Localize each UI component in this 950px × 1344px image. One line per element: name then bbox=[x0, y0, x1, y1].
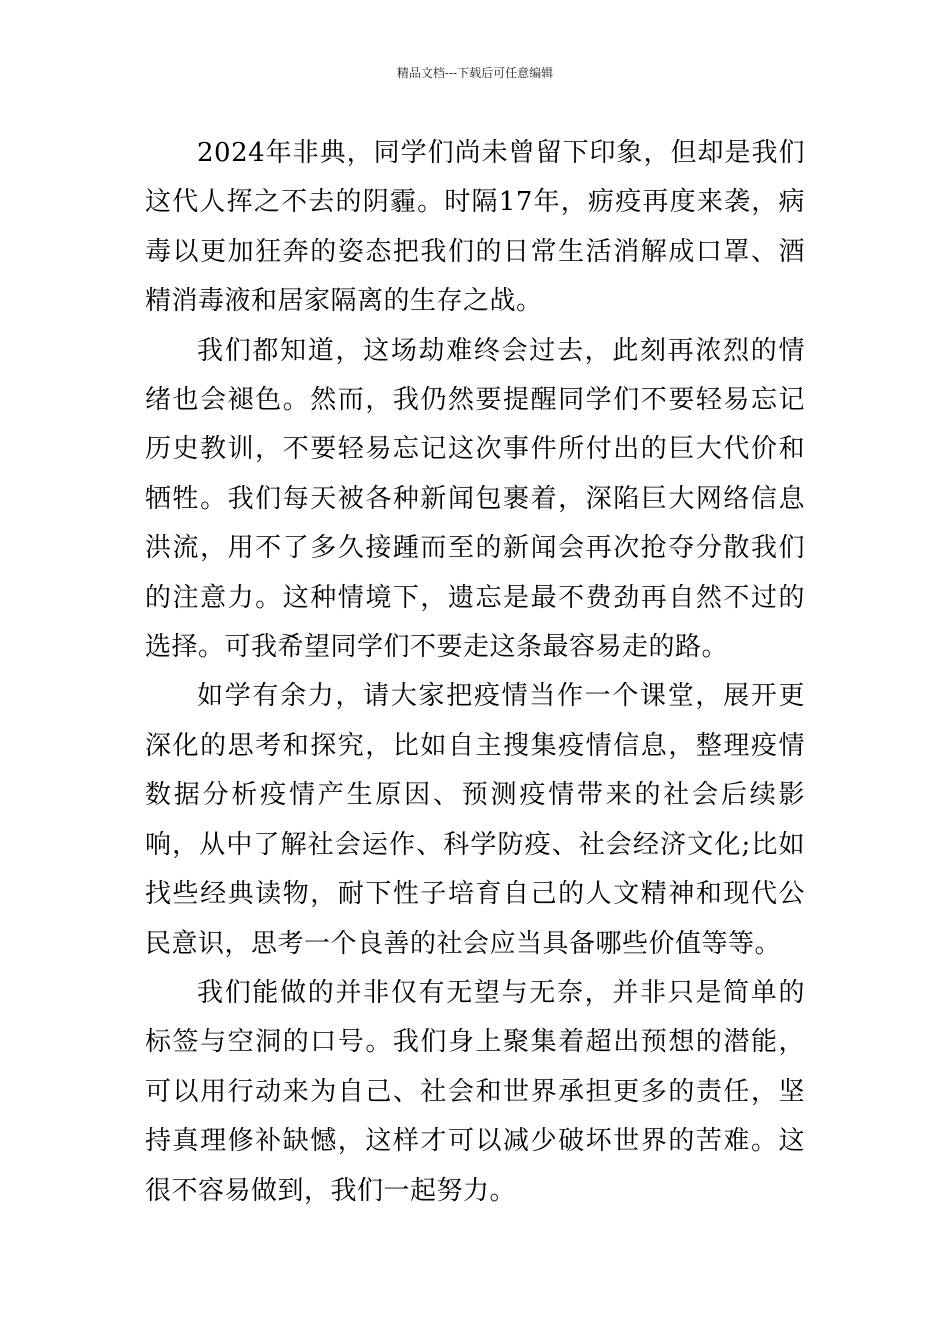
document-body bbox=[145, 129, 805, 1216]
paragraph-4: 我们能做的并非仅有无望与无奈，并非只是简单的标签与空洞的口号。我们身上聚集着超出预想的潜能，可以用行动来为自己、社会和世界承担更多的责任，坚持真理修补缺憾，这样才可以减少破坏世界的苦难。这很不容易做到，我们一起努力。 bbox=[145, 977, 805, 1206]
paragraph-1: 2024年非典，同学们尚未曾留下印象，但却是我们这代人挥之不去的阴霾。时隔17年，疬疫再度来袭，病毒以更加狂奔的姿态把我们的日常生活消解成口罩、酒精消毒液和居家隔离的生存之战。 bbox=[145, 138, 805, 317]
paragraph-2: 我们都知道，这场劫难终会过去，此刻再浓烈的情绪也会褪色。然而，我仍然要提醒同学们不要轻易忘记历史教训，不要轻易忘记这次事件所付出的巨大代价和牺牲。我们每天被各种新闻包裹着，深陷巨大网络信息洪流，用不了多久接踵而至的新闻会再次抢夺分散我们的注意力。这种情境下，遗忘是最不费劲再自然不过的选择。可我希望同学们不要走这条最容易走的路。 bbox=[145, 335, 805, 663]
paragraph-3: 如学有余力，请大家把疫情当作一个课堂，展开更深化的思考和探究，比如自主搜集疫情信息，整理疫情数据分析疫情产生原因、预测疫情带来的社会后续影响，从中了解社会运作、科学防疫、社会经济文化;比如找些经典读物，耐下性子培育自己的人文精神和现代公民意识，思考一个良善的社会应当具备哪些价值等等。 bbox=[145, 681, 805, 959]
page-header bbox=[0, 64, 950, 82]
header-watermark-text: 精品文档---下载后可任意编辑 bbox=[396, 66, 554, 80]
